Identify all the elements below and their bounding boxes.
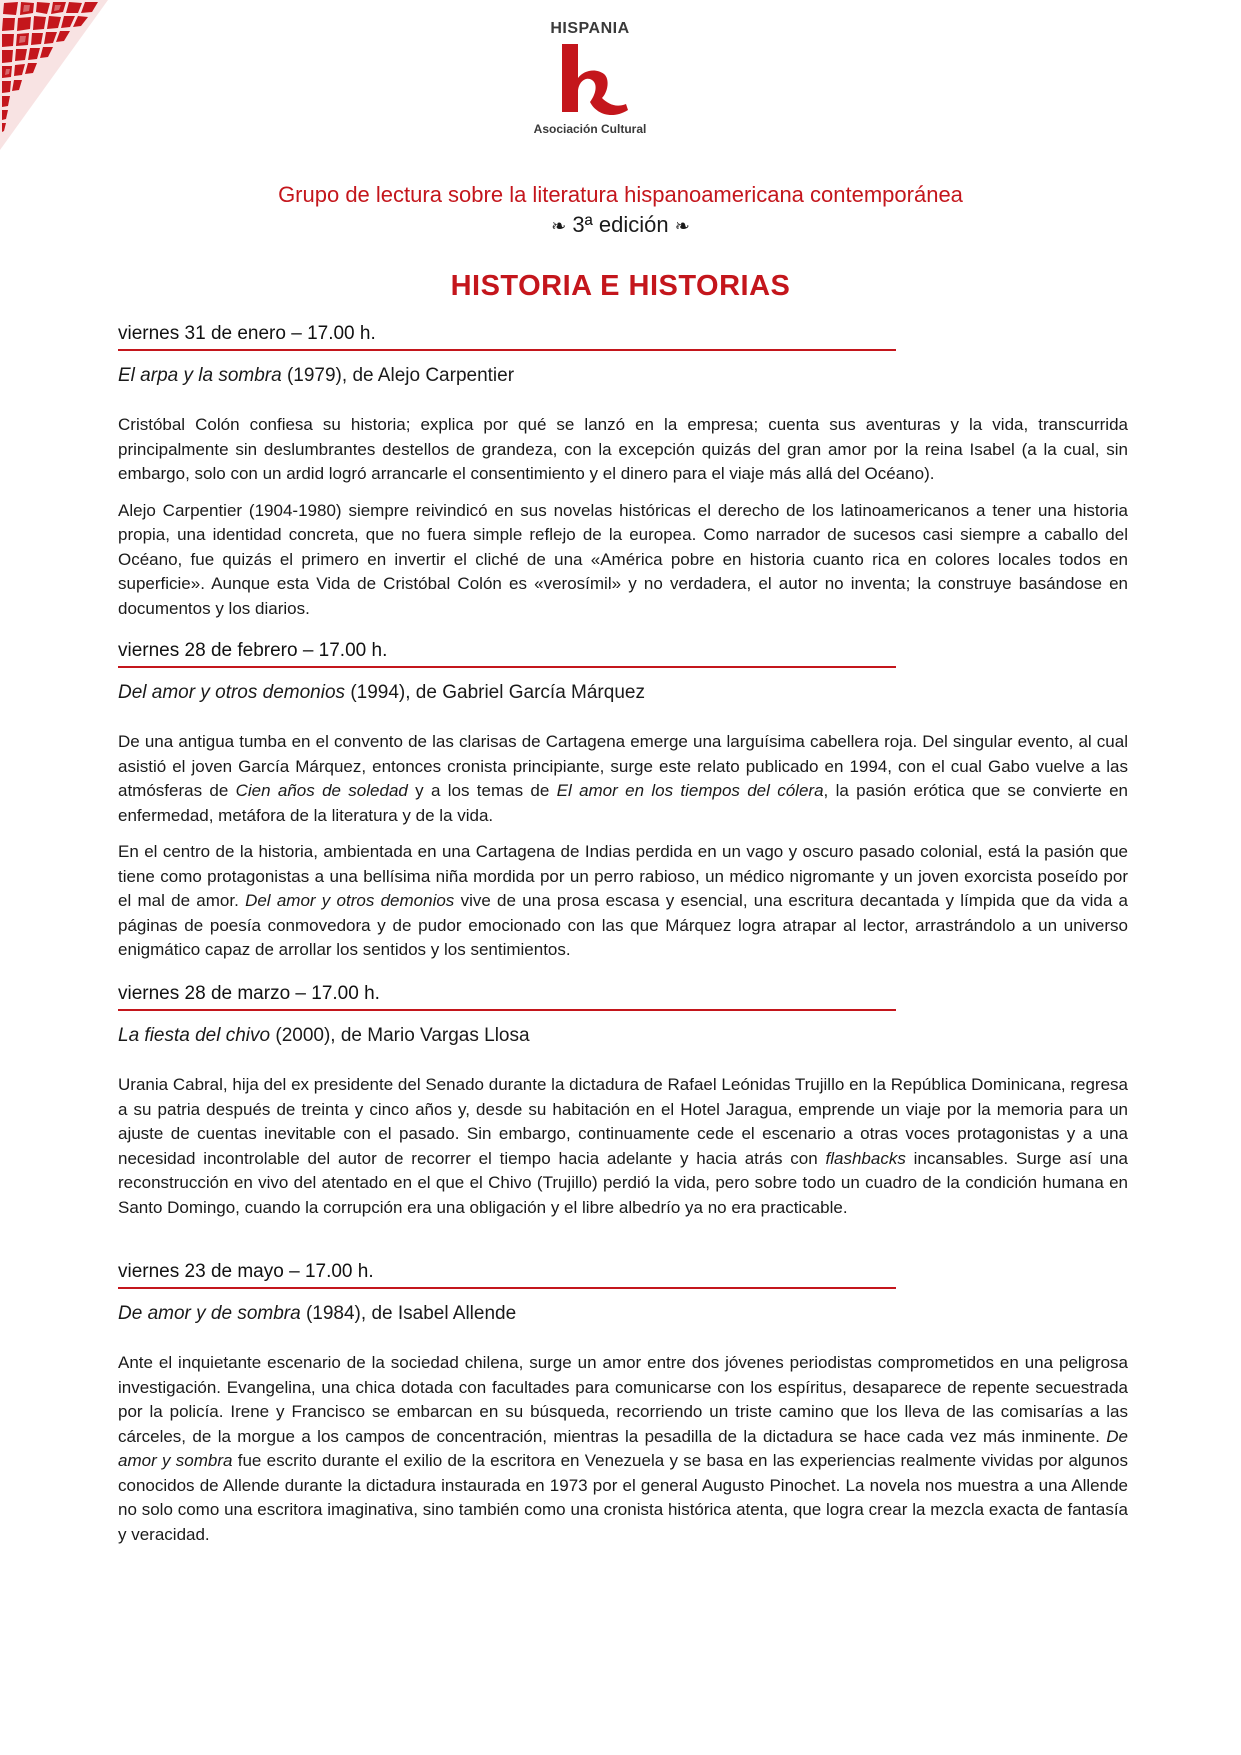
text-run: incansables. Surge así una reconstrucción en vivo del atentado en el que el Chivo (Trujillo) perdió la vida, pero sobre todo un cuadro de la condición humana en Santo Domingo, cuando la corrupción era una obligación y el libre albedrío ya no era practicable.	[118, 1148, 1128, 1217]
edition-line	[0, 210, 1241, 242]
text-run: Urania Cabral, hija del ex presidente del Senado durante la dictadura de Rafael Leónidas Trujillo en la República Dominicana, regresa a su patria después de treinta y cinco años y, desde su habitación en el Hotel Jaragua, emprende un viaje por la memoria para un ajuste de cuentas inevitable con el pasado. Sin embargo, continuamente cede el escenario a otras voces protagonistas y a una necesidad incontrolable del autor de recorrer el tiempo hacia adelante y hacia atrás con	[118, 1075, 1128, 1168]
session-paragraph: Cristóbal Colón confiesa su historia; explica por qué se lanzó en la empresa; cuenta sus aventuras y la vida, transcurrida principalmente sin deslumbrantes destellos de grandeza, con la excepción quizás del gran amor por la reina Isabel (a la cual, sin embargo, solo con un ardid logró arrancarle el consentimiento y el dinero para el viaje más allá del Océano).	[118, 415, 1128, 483]
mosaic-corner-decoration	[0, 0, 130, 160]
session-2	[118, 640, 1128, 963]
session-4	[118, 1261, 1128, 1547]
session-paragraph	[118, 1073, 1128, 1220]
italic-title-run: El amor en los tiempos del cólera	[556, 781, 824, 800]
book-meta: (1979), de Alejo Carpentier	[281, 365, 515, 386]
book-heading	[118, 1303, 1128, 1325]
book-title: El arpa y la sombra	[118, 365, 282, 386]
book-title: La fiesta del chivo	[118, 1025, 271, 1046]
ornament-right-icon: ❧	[674, 216, 690, 237]
session-date: viernes 23 de mayo – 17.00 h.	[118, 1261, 896, 1289]
session-date: viernes 28 de febrero – 17.00 h.	[118, 640, 896, 668]
text-run: , la pasión erótica que se convierte en enfermedad, metáfora de la literatura y de la vida.	[118, 781, 1129, 825]
book-title: De amor y de sombra	[118, 1303, 301, 1324]
session-date: viernes 31 de enero – 17.00 h.	[118, 323, 896, 351]
session-date: viernes 28 de marzo – 17.00 h.	[118, 983, 896, 1011]
edition-label: 3ª edición	[572, 212, 669, 237]
session-1	[118, 323, 1128, 621]
text-run: En el centro de la historia, ambientada en una Cartagena de Indias perdida en un vago y oscuro pasado colonial, está la pasión que tiene como protagonistas a una bellísima niña mordida por un perro rabioso, un médico nigromante y un joven exorcista poseído por el mal de amor.	[118, 842, 1128, 910]
hispania-logo	[520, 16, 660, 151]
italic-title-run: Del amor y otros demonios	[245, 891, 455, 910]
text-run: y a los temas de	[407, 781, 557, 800]
page-title: HISTORIA E HISTORIAS	[450, 270, 791, 302]
italic-title-run: De amor y sombra	[118, 1426, 1128, 1470]
session-paragraph: Alejo Carpentier (1904-1980) siempre reivindicó en sus novelas históricas el derecho de los latinoamericanos a tener una historia propia, una identidad concreta, que no fuera simple reflejo de la europea. Como narrador de sucesos casi siempre a caballo del Océano, fue quizás el primero en invertir el cliché de una «América pobre en historia cuanto rica en colores locales todos en superficie». Aunque esta Vida de Cristóbal Colón es «verosímil» y no verdadera, el autor no inventa; la construye basándose en documentos y los diarios.	[118, 500, 1128, 618]
text-run: Ante el inquietante escenario de la sociedad chilena, surge un amor entre dos jóvenes periodistas comprometidos en una peligrosa investigación. Evangelina, una chica dotada con facultades para comunicarse con los espíritus, desaparece de repente secuestrada por la policía. Irene y Francisco se embarcan en su búsqueda, recorriendo un triste camino que los lleva de las comisarías a las cárceles, de la morgue a los campos de concentración, mientras la pesadilla de la dictadura se hace cada vez más inminente.	[118, 1353, 1128, 1446]
italic-title-run: Cien años de soledad	[235, 781, 408, 800]
text-run: De una antigua tumba en el convento de las clarisas de Cartagena emerge una larguísima cabellera roja. Del singular evento, al cual asistió el joven García Márquez, entonces cronista principiante, surge este relato publicado en 1994, con el cual Gabo vuelve a las atmósferas de	[118, 732, 1128, 800]
book-meta: (1994), de Gabriel García Márquez	[345, 682, 645, 703]
ornament-left-icon: ❧	[551, 216, 567, 237]
session-paragraph	[118, 1351, 1128, 1547]
session-3	[118, 983, 1128, 1220]
book-heading	[118, 682, 1128, 704]
reading-group-subtitle: Grupo de lectura sobre la literatura hispanoamericana contemporánea	[278, 182, 963, 207]
book-heading	[118, 365, 1128, 387]
book-meta: (1984), de Isabel Allende	[300, 1303, 517, 1324]
session-paragraph	[118, 730, 1128, 828]
book-meta: (2000), de Mario Vargas Llosa	[270, 1025, 530, 1046]
text-run: fue escrito durante el exilio de la escritora en Venezuela y se basa en las experiencias realmente vividas por algunos conocidos de Allende durante la dictadura instaurada en 1973 por el general Augusto Pinochet. La novela nos muestra a una Allende no solo como una escritora imaginativa, sino también como una cronista histórica atenta, que logra crear la mezcla exacta de fantasía y veracidad.	[118, 1451, 1128, 1544]
text-run: vive de una prosa escasa y esencial, una escritura decantada y límpida que da vida a páginas de poesía conmovedora y de pudor emocionado con las que Márquez logra atrapar al lector, arrastrándolo a un universo enigmático capaz de arrollar los sentidos y los sentimientos.	[118, 891, 1128, 959]
book-title: Del amor y otros demonios	[118, 682, 346, 703]
logo-brand-text: HISPANIA	[550, 20, 630, 37]
logo-subtitle: Asociación Cultural	[533, 122, 647, 136]
logo-h-mark	[550, 40, 630, 120]
book-heading	[118, 1025, 1128, 1047]
session-paragraph	[118, 840, 1128, 963]
italic-term-run: flashbacks	[825, 1148, 906, 1168]
